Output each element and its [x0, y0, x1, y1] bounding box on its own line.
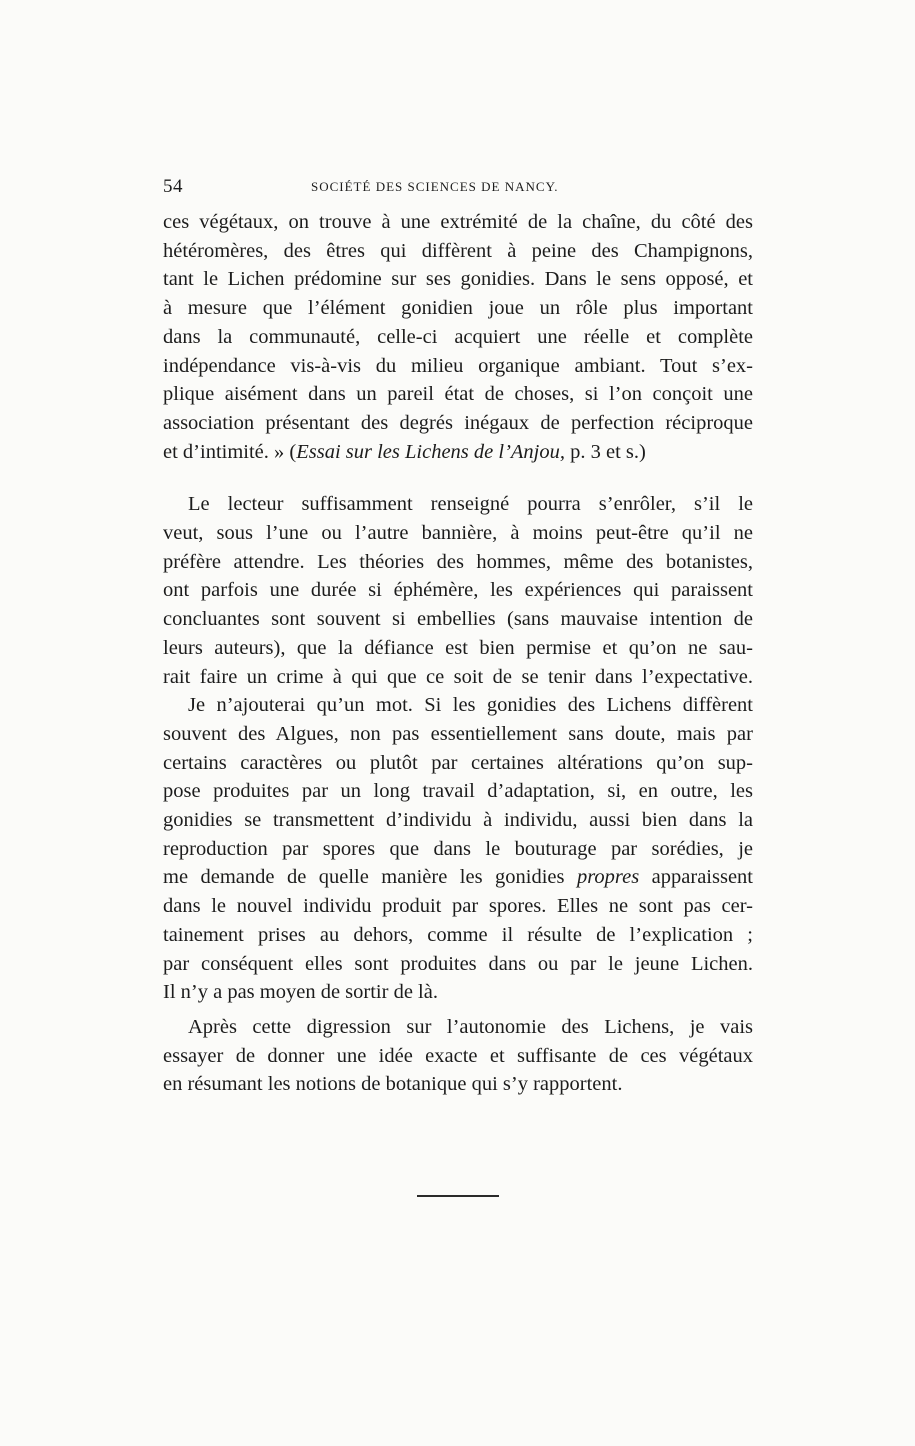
paragraph-digression [163, 1013, 753, 1099]
citation-title: Essai sur les Lichens de l’Anjou, [296, 440, 565, 463]
text-line: rait faire un crime à qui que ce soit de se tenir dans l’expectative. [163, 665, 753, 688]
paragraph-quote-continuation [163, 208, 753, 466]
text-line: Je n’ajouterai qu’un mot. Si les gonidies des Lichens diffèrent [188, 694, 753, 717]
text-line: en résumant les notions de botanique qui s’y rapportent. [163, 1073, 623, 1096]
text-line: hétéromères, des êtres qui diffèrent à peine des Champignons, [163, 239, 753, 262]
text-line: Il n’y a pas moyen de sortir de là. [163, 981, 438, 1004]
page-number: 54 [163, 176, 183, 197]
text-line: dans la communauté, celle-ci acquiert une réelle et complète [163, 325, 753, 348]
text-fragment: me demande de quelle manière les gonidies [163, 866, 577, 889]
text-line [163, 438, 753, 467]
text-line: préfère attendre. Les théories des hommes, même des botanistes, [163, 550, 753, 573]
text-line: concluantes sont souvent si embellies (sans mauvaise intention de [163, 608, 753, 631]
section-divider-rule [417, 1195, 499, 1197]
text-line: pose produites par un long travail d’adaptation, si, en outre, les [163, 780, 753, 803]
text-line: indépendance vis-à-vis du milieu organique ambiant. Tout s’ex- [163, 354, 753, 377]
text-line: essayer de donner une idée exacte et suffisante de ces végétaux [163, 1044, 753, 1067]
paragraph-gonidies [163, 691, 753, 1007]
text-line: association présentant des degrés inégaux de perfection réciproque [163, 411, 753, 434]
text-line: ont parfois une durée si éphémère, les expériences qui paraissent [163, 579, 753, 602]
text-line: dans le nouvel individu produit par spores. Elles ne sont pas cer- [163, 895, 753, 918]
paragraph-gap [163, 466, 753, 490]
text-fragment: apparaissent [639, 866, 753, 889]
text-line: à mesure que l’élément gonidien joue un rôle plus important [163, 297, 753, 320]
text-line: ces végétaux, on trouve à une extrémité de la chaîne, du côté des [163, 211, 753, 233]
text-line: tainement prises au dehors, comme il résulte de l’explication ; [163, 923, 753, 946]
page-header [163, 176, 753, 200]
text-line: reproduction par spores que dans le bouturage par sorédies, je [163, 837, 753, 860]
body-text [163, 208, 753, 1099]
emphasis-propres: propres [576, 866, 640, 889]
text-line: gonidies se transmettent d’individu à individu, aussi bien dans la [163, 809, 753, 832]
text-line: tant le Lichen prédomine sur ses gonidies. Dans le sens opposé, et [163, 268, 753, 291]
text-line: leurs auteurs), que la défiance est bien permise et qu’on ne sau- [163, 636, 753, 659]
paragraph-reader [163, 490, 753, 691]
text-fragment: p. 3 et s.) [565, 440, 646, 463]
text-line: Après cette digression sur l’autonomie des Lichens, je vais [188, 1015, 753, 1038]
text-line: souvent des Algues, non pas essentiellement sans doute, mais par [163, 722, 753, 745]
text-line: certains caractères ou plutôt par certaines altérations qu’on sup- [163, 751, 753, 774]
text-line [163, 863, 753, 892]
running-head: SOCIÉTÉ DES SCIENCES DE NANCY. [311, 179, 559, 194]
text-line: veut, sous l’une ou l’autre bannière, à moins peut-être qu’il ne [163, 522, 753, 545]
text-line: plique aisément dans un pareil état de choses, si l’on conçoit une [163, 383, 753, 406]
text-line: par conséquent elles sont produites dans ou par le jeune Lichen. [163, 952, 753, 975]
text-line: Le lecteur suffisamment renseigné pourra s’enrôler, s’il le [188, 493, 753, 516]
text-fragment: et d’intimité. » ( [163, 440, 297, 463]
